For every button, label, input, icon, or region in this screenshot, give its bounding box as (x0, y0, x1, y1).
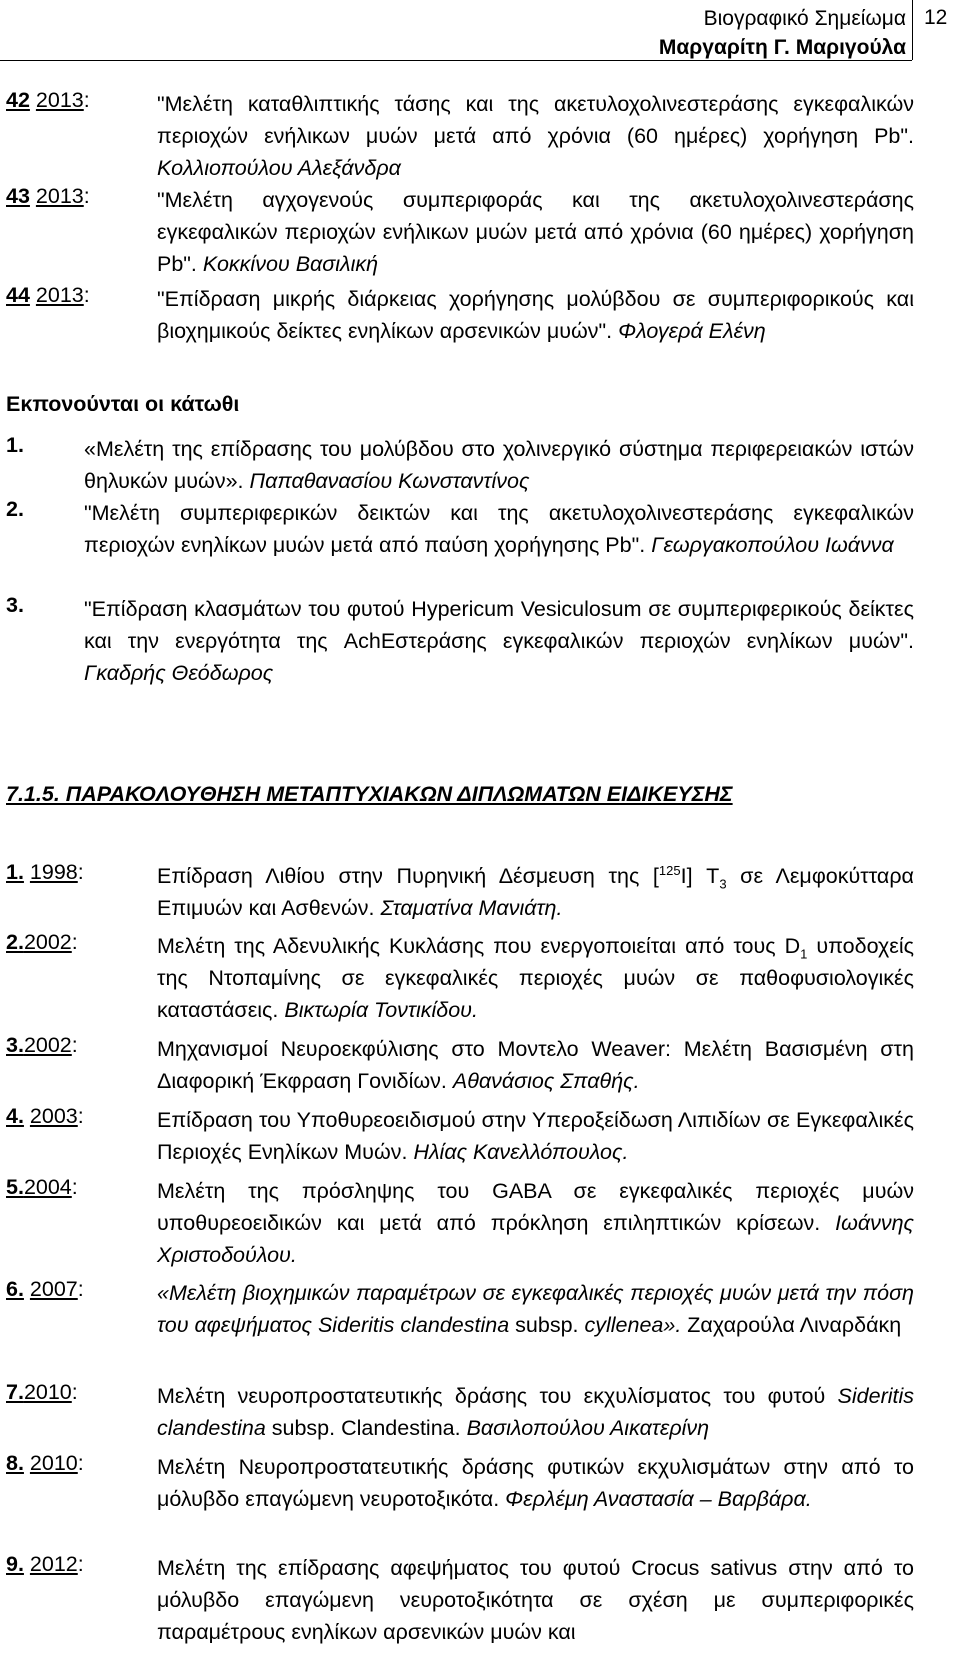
item-student: Γεωργακοπούλου Ιωάννα (651, 533, 894, 557)
entry-year: 2003 (29, 1104, 78, 1128)
entry-title: «Μελέτη βιοχημικών παραμέτρων σε εγκεφαλικές περιοχές μυών μετά την πόση του αφεψήματος Sideritis clandestina (157, 1281, 914, 1337)
subscript: 1 (800, 946, 808, 962)
entry-title: Μελέτη της επίδρασης αφεψήματος του φυτού Crocus sativus στην από το μόλυβδο επαγώμενη νευροτοξικότητα σε σχέση με συμπεριφορικές παραμέτρους ενηλίκων αρσενικών μυών και (157, 1556, 914, 1644)
in-progress-item (84, 433, 914, 497)
entry-number: 9. (6, 1552, 24, 1576)
entry-title: Μελέτη νευροπροστατευτικής δράσης του εκχυλίσματος του φυτού (157, 1384, 838, 1408)
entry-title: Μηχανισμοί Νευροεκφύλισης στο Μοντελο Weaver: Μελέτη Βασισμένη στη Διαφορική Έκφραση Γονιδίων. (157, 1037, 914, 1093)
entry-year: 2002 (23, 930, 72, 954)
entry-student: Αθανάσιος Σπαθής. (452, 1069, 640, 1093)
entry-title: "Μελέτη αγχογενούς συμπεριφοράς και της ακετυλοχολινεστεράσης εγκεφαλικών περιοχών ενήλικων μυών μετά από χρόνια (60 ημέρες) χορήγηση Pb". (157, 188, 914, 276)
item-title: "Επίδραση κλασμάτων του φυτού Hypericum Vesiculosum σε συμπεριφερικούς δείκτες και την ενεργότητα της AchΕστεράσης εγκεφαλικών περιοχών ενηλίκων μυών". (84, 597, 914, 653)
entry-number: 4. (6, 1104, 24, 1128)
entry-year: 1998 (29, 860, 78, 884)
author-name: Μαργαρίτη Γ. Μαριγούλα (658, 36, 906, 59)
page-number: 12 (924, 6, 948, 29)
entry-student: Κολλιοπούλου Αλεξάνδρα (157, 156, 401, 180)
entry-student: Σταματίνα Μανιάτη. (380, 896, 563, 920)
entry-year: 2002 (23, 1033, 72, 1057)
entry-student: Βικτωρία Τοντικίδου. (284, 998, 478, 1022)
entry-student: Ζαχαρούλα Λιναρδάκη (687, 1313, 902, 1337)
item-number: 3. (6, 593, 24, 617)
isotope-superscript: 125 (658, 862, 681, 878)
entry-student: Βασιλοπούλου Αικατερίνη (466, 1416, 710, 1440)
subscript: 3 (719, 876, 727, 892)
entry-title-part: σε Λεμφοκύτταρα Επιμυών και Ασθενών. (157, 864, 914, 920)
item-number: 1. (6, 433, 24, 457)
item-student: Παπαθανασίου Κωνσταντίνος (249, 469, 530, 493)
entry-sep: : (83, 88, 90, 112)
header-rule (0, 60, 912, 61)
entry-number: 7. (6, 1380, 24, 1404)
item-title: «Μελέτη της επίδρασης του μολύβδου στο χολινεργικό σύστημα περιφερειακών ιστών θηλυκών μυών». (84, 437, 914, 493)
entry-title: Μελέτη της πρόσληψης του GABA σε εγκεφαλικές περιοχές μυών υποθυρεοειδικών και μετά από πρόκληση επιληπτικών κρίσεων. (157, 1179, 914, 1235)
page-header (659, 4, 906, 62)
entry-title-part: cyllenea». (584, 1313, 682, 1337)
entry-year: 2007 (29, 1277, 78, 1301)
entry-number: 44 (6, 283, 30, 307)
doc-title: Βιογραφικό Σημείωμα (703, 7, 906, 30)
entry-year: 2010 (23, 1380, 72, 1404)
entry-sep: : (83, 184, 90, 208)
entry-title: Επίδραση Λιθίου στην Πυρηνική Δέσμευση της [ (157, 864, 659, 888)
entry-number: 2. (6, 930, 24, 954)
entry-title: "Επίδραση μικρής διάρκειας χορήγησης μολύβδου σε συμπεριφορικούς και βιοχημικούς δείκτες ενηλίκων αρσενικών μυών". (157, 287, 914, 343)
item-number: 2. (6, 497, 24, 521)
entry-title-part: υποδοχείς της Ντοπαμίνης σε εγκεφαλικές περιοχές μυών σε παθοφυσιολογικές καταστάσεις. (157, 934, 914, 1022)
in-progress-item (84, 593, 914, 689)
entry-sep: : (83, 283, 90, 307)
entry-student: Ηλίας Κανελλόπουλος. (413, 1140, 629, 1164)
entry-title: Επίδραση του Υποθυρεοειδισμού στην Υπεροξείδωση Λιπιδίων σε Εγκεφαλικές Περιοχές Ενηλίκων Μυών. (157, 1108, 914, 1164)
entry-student: Φερλέμη Αναστασία – Βαρβάρα. (505, 1487, 812, 1511)
item-title: "Μελέτη συμπεριφερικών δεικτών και της ακετυλοχολινεστεράσης εγκεφαλικών περιοχών ενηλίκων μυών μετά από παύση χορήγησης Pb". (84, 501, 914, 557)
entry-student: Κοκκίνου Βασιλική (202, 252, 379, 276)
in-progress-item (84, 497, 914, 561)
entry-number: 5. (6, 1175, 24, 1199)
entry-title: "Μελέτη καταθλιπτικής τάσης και της ακετυλοχολινεστεράσης εγκεφαλικών περιοχών ενήλικων μυών μετά από χρόνια (60 ημέρες) χορήγηση Pb". (157, 92, 914, 148)
entry-number: 42 (6, 88, 30, 112)
section-title: 7.1.5. ΠΑΡΑΚΟΛΟΥΘΗΣΗ ΜΕΤΑΠΤΥΧΙΑΚΩΝ ΔΙΠΛΩΜΑΤΩΝ ΕΙΔΙΚΕΥΣΗΣ (6, 782, 733, 806)
entry-year: 2013 (35, 184, 84, 208)
entry-year: 2004 (23, 1175, 72, 1199)
entry-number: 1. (6, 860, 24, 884)
entry-title: Μελέτη Νευροπροστατευτικής δράσης φυτικών εκχυλισμάτων στην από το μόλυβδο επαγώμενη νευροτοξικότα. (157, 1455, 914, 1511)
entry-year: 2012 (29, 1552, 78, 1576)
item-student: Γκαδρής Θεόδωρος (84, 661, 274, 685)
header-divider (912, 0, 913, 60)
entry-year: 2010 (29, 1451, 78, 1475)
entry-year: 2013 (35, 88, 84, 112)
entry-student: Ιωάννης Χριστοδούλου. (157, 1211, 914, 1267)
entry-title-part: subsp. Clandestina. (265, 1416, 461, 1440)
entry-number: 6. (6, 1277, 24, 1301)
entry-year: 2013 (35, 283, 84, 307)
entry-title: Μελέτη της Αδενυλικής Κυκλάσης που ενεργοποιείται από τους D (157, 934, 801, 958)
entry-title-part: subsp. (509, 1313, 585, 1337)
entry-number: 3. (6, 1033, 24, 1057)
entry-number: 8. (6, 1451, 24, 1475)
entry-title-part: Sideritis clandestina (157, 1384, 914, 1440)
entry-title-part: I] T (680, 864, 720, 888)
entry-student: Φλογερά Ελένη (618, 319, 766, 343)
entry-number: 43 (6, 184, 30, 208)
in-progress-heading: Εκπονούνται οι κάτωθι (6, 392, 240, 416)
